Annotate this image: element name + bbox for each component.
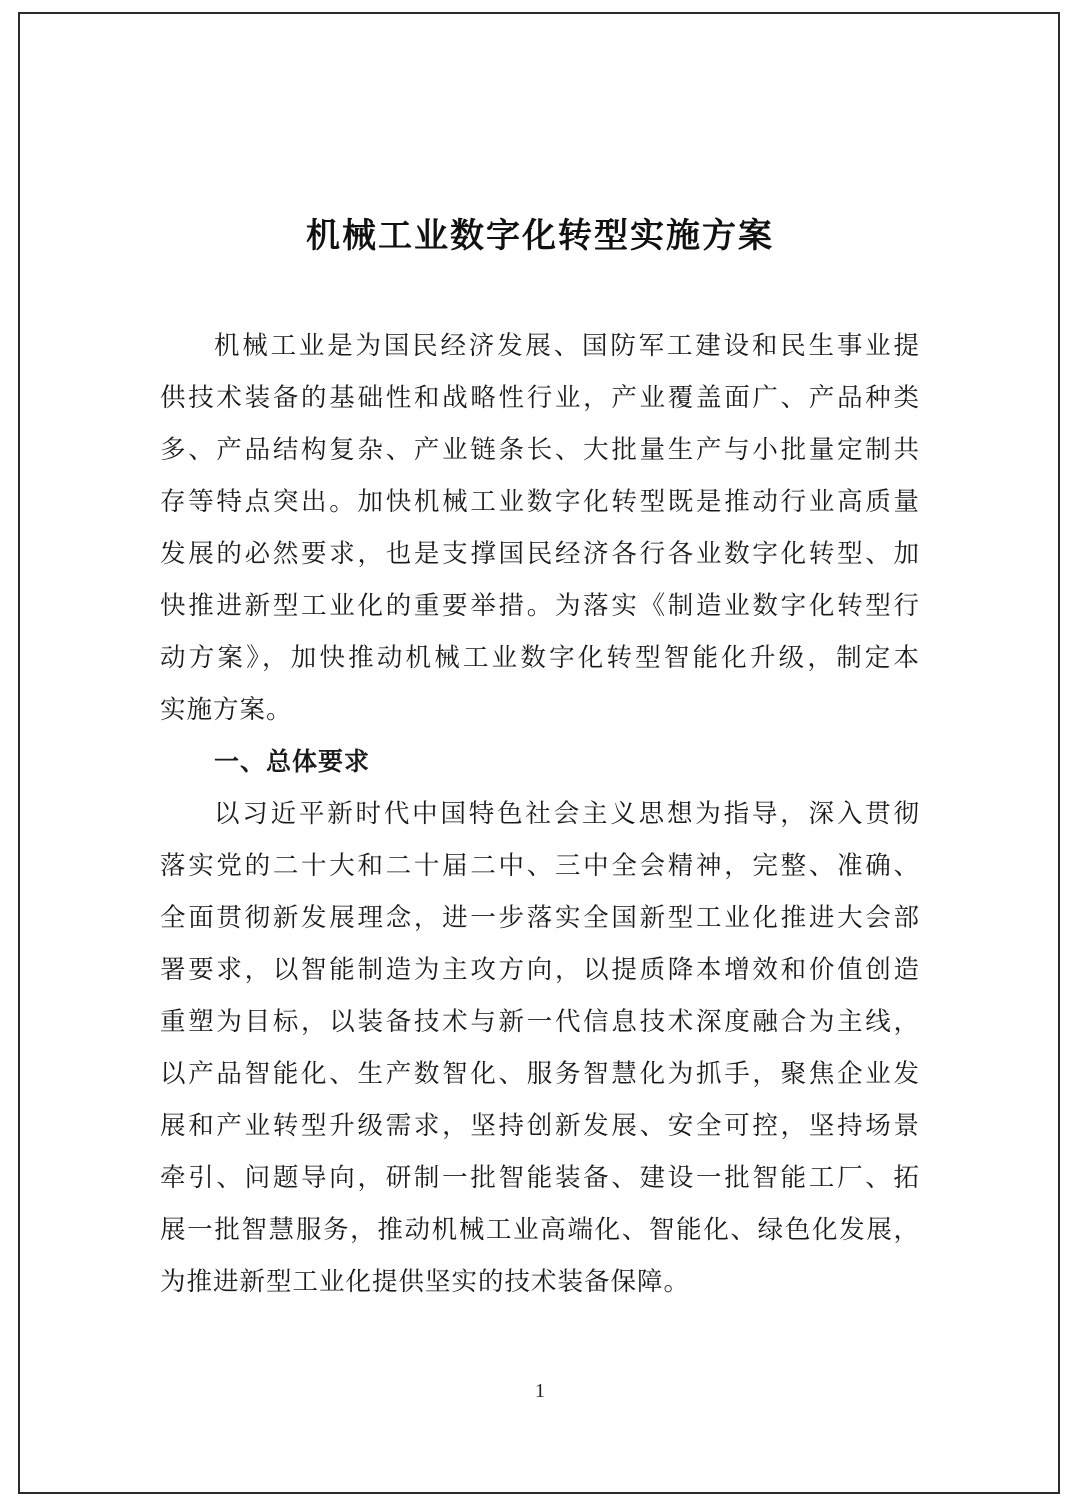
paragraph-line: 实施方案。 — [160, 695, 293, 725]
paragraph-line: 存等特点突出。加快机械工业数字化转型既是推动行业高质量 — [160, 487, 920, 517]
paragraph-intro — [160, 320, 920, 736]
paragraph-line: 发展的必然要求，也是支撑国民经济各行各业数字化转型、加 — [160, 539, 920, 569]
document-title: 机械工业数字化转型实施方案 — [306, 216, 774, 256]
section-heading-block — [160, 736, 920, 788]
paragraph-line: 署要求，以智能制造为主攻方向，以提质降本增效和价值创造 — [160, 955, 920, 985]
page-number: 1 — [535, 1380, 545, 1402]
paragraph-line: 牵引、问题导向，研制一批智能装备、建设一批智能工厂、拓 — [160, 1163, 920, 1193]
paragraph-line: 快推进新型工业化的重要举措。为落实《制造业数字化转型行 — [160, 591, 920, 621]
paragraph-line: 动方案》，加快推动机械工业数字化转型智能化升级，制定本 — [160, 643, 920, 673]
paragraph-line: 重塑为目标，以装备技术与新一代信息技术深度融合为主线， — [160, 1007, 920, 1037]
paragraph-general-requirements — [160, 788, 920, 1308]
paragraph-line: 落实党的二十大和二十届二中、三中全会精神，完整、准确、 — [160, 851, 920, 881]
paragraph-line: 以产品智能化、生产数智化、服务智慧化为抓手，聚焦企业发 — [160, 1059, 920, 1089]
paragraph-line: 供技术装备的基础性和战略性行业，产业覆盖面广、产品种类 — [160, 383, 920, 413]
paragraph-line: 展一批智慧服务，推动机械工业高端化、智能化、绿色化发展， — [160, 1215, 920, 1245]
paragraph-line: 为推进新型工业化提供坚实的技术装备保障。 — [160, 1267, 691, 1297]
section-heading: 一、总体要求 — [214, 747, 371, 776]
paragraph-line: 多、产品结构复杂、产业链条长、大批量生产与小批量定制共 — [160, 435, 920, 465]
paragraph-line: 机械工业是为国民经济发展、国防军工建设和民生事业提 — [214, 331, 920, 361]
paragraph-line: 全面贯彻新发展理念，进一步落实全国新型工业化推进大会部 — [160, 903, 920, 933]
paragraph-line: 展和产业转型升级需求，坚持创新发展、安全可控，坚持场景 — [160, 1111, 920, 1141]
paragraph-line: 以习近平新时代中国特色社会主义思想为指导，深入贯彻 — [214, 799, 920, 829]
